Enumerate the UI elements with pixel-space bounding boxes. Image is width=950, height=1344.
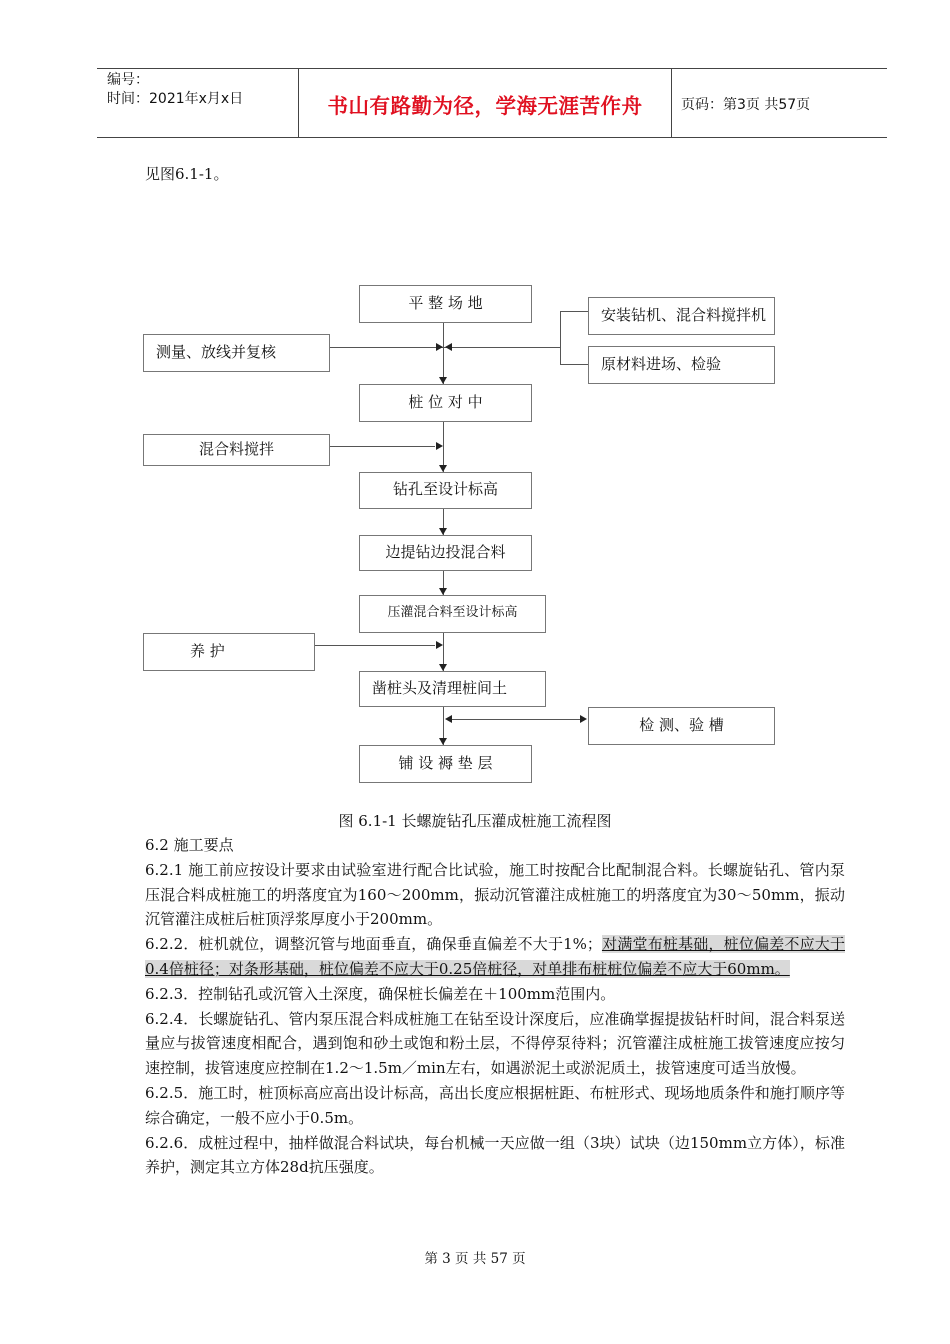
flow-input-box: 养 护 xyxy=(143,633,315,671)
figure-caption: 图 6.1-1 长螺旋钻孔压灌成桩施工流程图 xyxy=(338,812,612,830)
flow-step-box: 钻孔至设计标高 xyxy=(359,472,532,509)
paragraph-6-2-6: 6.2.6．成桩过程中，抽样做混合料试块，每台机械一天应做一组（3块）试块（边150mm立方体），标准养护，测定其立方体28d抗压强度。 xyxy=(145,1133,845,1177)
arrowhead-right xyxy=(580,715,587,723)
paragraph-6-2-1: 6.2.1 施工前应按设计要求由试验室进行配合比试验，施工时按配合比配制混合料。长螺旋钻孔、管内泵压混合料成桩施工的坍落度宜为160～200mm，振动沉管灌注成桩施工的坍落度宜为30～50mm，振动沉管灌注成桩后桩顶浮浆厚度小于200mm。 xyxy=(145,860,845,929)
paragraph-6-2-4: 6.2.4．长螺旋钻孔、管内泵压混合料成桩施工在钻至设计深度后，应准确掌握提拔钻杆时间，混合料泵送量应与拔管速度相配合，遇到饱和砂土或饱和粉土层，不得停泵待料；沉管灌注成桩施工拔管速度应按匀速控制，拔管速度应控制在1.2～1.5m／min左右，如遇淤泥土或淤泥质土，拔管速度可适当放慢。 xyxy=(145,1009,845,1078)
paragraph-6-2-2-text: 6.2.2．桩机就位，调整沉管与地面垂直，确保垂直偏差不大于1%； xyxy=(145,935,602,954)
header-page-info: 页码：第3页 共57页 xyxy=(681,97,811,113)
arrowhead-down xyxy=(439,738,447,745)
arrowhead-left xyxy=(445,715,452,723)
flow-input-box: 测量、放线并复核 xyxy=(143,334,330,372)
flow-input-box: 混合料搅拌 xyxy=(143,434,330,466)
arrowhead-right xyxy=(436,641,443,649)
document-number-label: 编号： xyxy=(107,72,149,88)
arrowhead-left xyxy=(445,343,452,351)
header-motto: 书山有路勤为径，学海无涯苦作舟 xyxy=(327,94,643,118)
arrowhead-right xyxy=(436,442,443,450)
flow-step-box: 边提钻边投混合料 xyxy=(359,535,532,571)
flow-input-box: 检 测、验 槽 xyxy=(588,707,775,745)
page-footer: 第 3 页 共 57 页 xyxy=(424,1251,526,1267)
highlighted-text: 对满堂布桩基础，桩位偏差不应大于0.4倍桩径；对条形基础，桩位偏差不应大于0.25倍桩径，对单排布桩桩位偏差不应大于60mm。 xyxy=(145,935,845,978)
flow-input-box: 原材料进场、检验 xyxy=(588,346,775,384)
figure-reference: 见图6.1-1。 xyxy=(145,165,229,183)
section-title: 6.2 施工要点 xyxy=(145,836,234,854)
arrowhead-down xyxy=(439,664,447,671)
flow-step-box: 平 整 场 地 xyxy=(359,285,532,323)
arrowhead-down xyxy=(439,588,447,595)
paragraph-6-2-2 xyxy=(145,932,845,982)
flow-step-box: 铺 设 褥 垫 层 xyxy=(359,745,532,783)
section-body xyxy=(145,833,845,1180)
arrowhead-down xyxy=(439,377,447,384)
flow-step-box: 凿桩头及清理桩间土 xyxy=(359,671,546,707)
arrowhead-right xyxy=(436,343,443,351)
document-time-label: 时间：2021年x月x日 xyxy=(107,91,244,107)
paragraph-6-2-5: 6.2.5．施工时，桩顶标高应高出设计标高，高出长度应根据桩距、布桩形式、现场地质条件和施打顺序等综合确定，一般不应小于0.5m。 xyxy=(145,1083,845,1127)
flow-step-box: 桩 位 对 中 xyxy=(359,384,532,422)
arrowhead-down xyxy=(439,528,447,535)
flow-step-box: 压灌混合料至设计标高 xyxy=(359,595,546,633)
paragraph-6-2-3: 6.2.3．控制钻孔或沉管入土深度，确保桩长偏差在＋100mm范围内。 xyxy=(145,984,616,1003)
arrowhead-down xyxy=(439,465,447,472)
flow-input-box: 安装钻机、混合料搅拌机 xyxy=(588,297,775,335)
